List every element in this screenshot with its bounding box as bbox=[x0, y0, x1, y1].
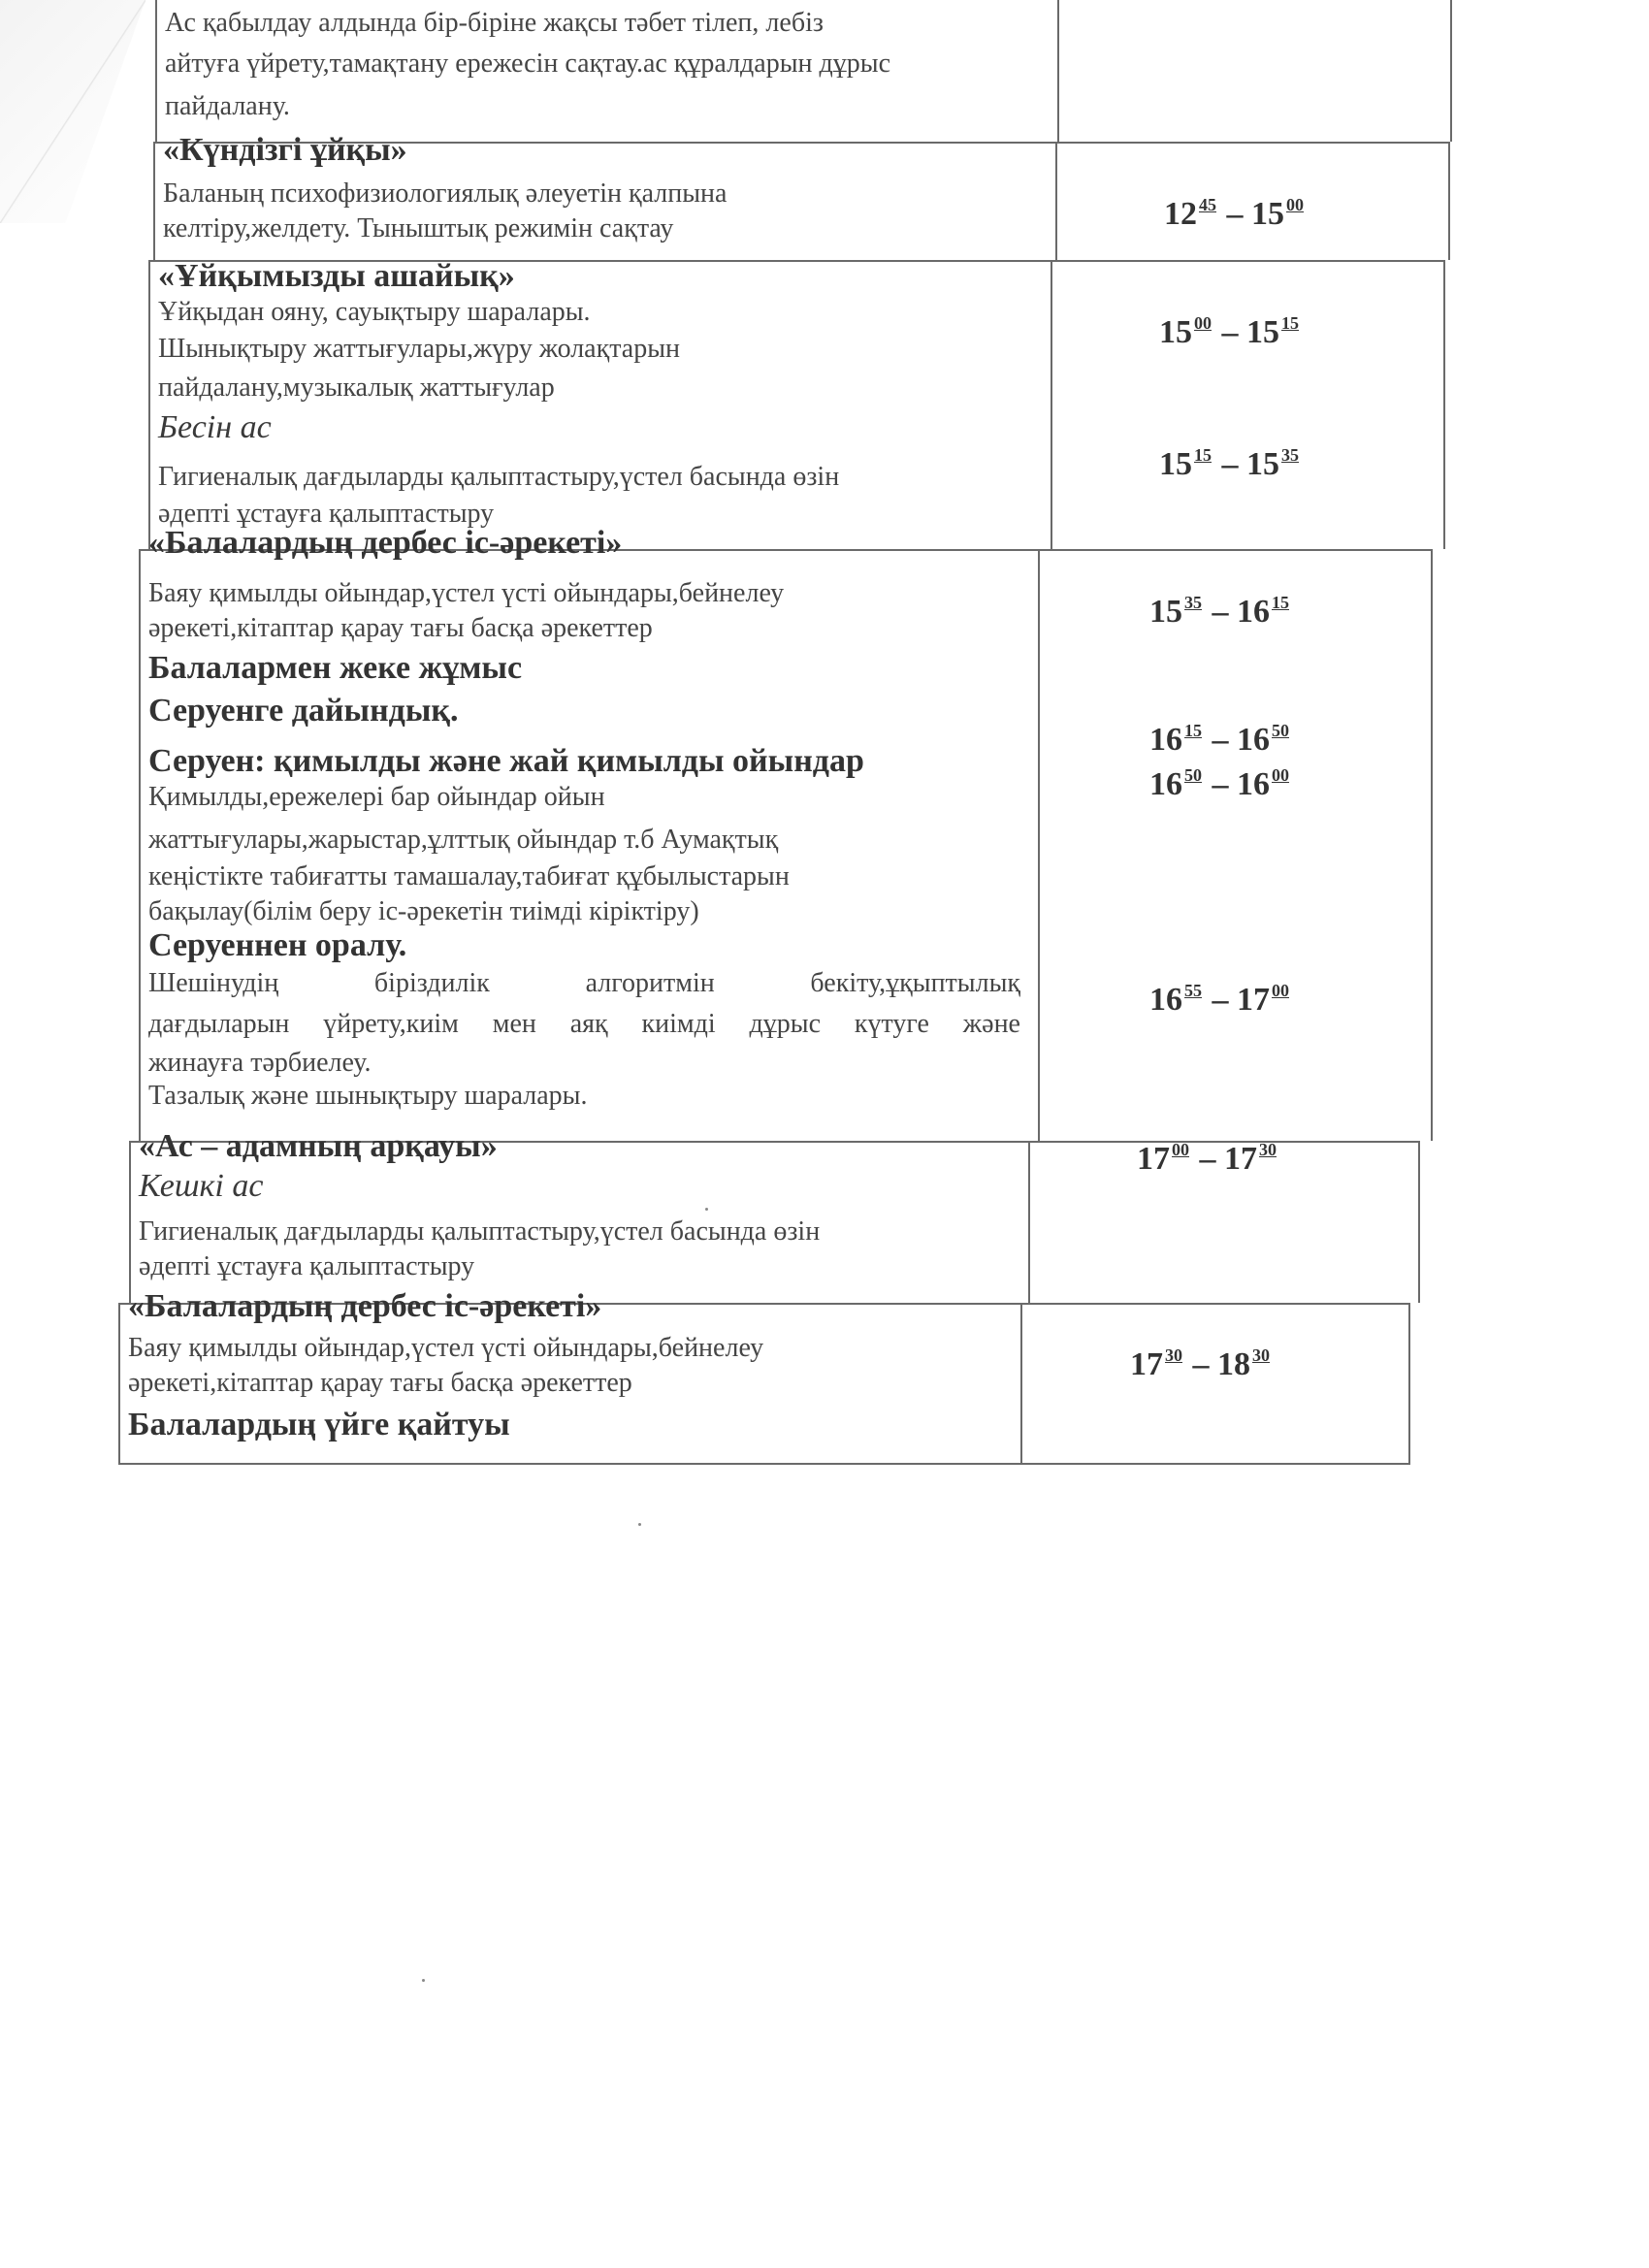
activity-subheading: Серуен: қимылды және жай қимылды ойындар bbox=[148, 743, 864, 779]
time-separator: – bbox=[1204, 594, 1237, 630]
table-left-border bbox=[118, 1303, 120, 1465]
end-minute: 00 bbox=[1286, 195, 1304, 214]
table-right-border bbox=[1418, 1141, 1420, 1303]
activity-description: Гигиеналық дағдыларды қалыптастыру,үстел басында өзін bbox=[158, 462, 840, 492]
activity-description: әдепті ұстауға қалыптастыру bbox=[139, 1251, 475, 1281]
activity-description: Тазалық және шынықтыру шаралары. bbox=[148, 1081, 588, 1111]
end-hour: 16 bbox=[1237, 766, 1270, 802]
activity-description: пайдалану. bbox=[165, 91, 290, 121]
start-minute: 15 bbox=[1184, 721, 1202, 740]
time-range bbox=[1159, 446, 1301, 481]
time-range bbox=[1149, 766, 1291, 801]
end-minute: 15 bbox=[1272, 593, 1289, 612]
end-hour: 16 bbox=[1237, 722, 1270, 758]
meal-heading: Бесін ас bbox=[158, 409, 272, 445]
end-hour: 17 bbox=[1237, 982, 1270, 1018]
start-minute: 45 bbox=[1199, 195, 1216, 214]
start-minute: 55 bbox=[1184, 981, 1202, 1000]
activity-heading: «Ұйқымызды ашайық» bbox=[158, 258, 515, 294]
column-divider bbox=[1051, 260, 1052, 549]
time-separator: – bbox=[1213, 314, 1246, 350]
time-separator: – bbox=[1204, 982, 1237, 1018]
page-fold-crease bbox=[0, 0, 146, 223]
activity-description: бақылау(білім беру іс-әрекетін тиімді кіріктіру) bbox=[148, 896, 699, 926]
start-minute: 15 bbox=[1194, 445, 1212, 465]
activity-subheading: Балалармен жеке жұмыс bbox=[148, 650, 523, 686]
end-hour: 15 bbox=[1251, 196, 1284, 232]
activity-description: кеңістікте табиғатты тамашалау,табиғат құбылыстарын bbox=[148, 861, 790, 891]
activity-description: Баяу қимылды ойындар,үстел үсті ойындары,бейнелеу bbox=[128, 1333, 764, 1363]
start-hour: 15 bbox=[1159, 314, 1192, 350]
meal-heading: Кешкі ас bbox=[139, 1168, 264, 1204]
start-hour: 15 bbox=[1159, 446, 1192, 482]
activity-description: Гигиеналық дағдыларды қалыптастыру,үстел басында өзін bbox=[139, 1216, 821, 1247]
activity-heading: «Балалардың дербес іс-әрекеті» bbox=[128, 1288, 602, 1324]
start-hour: 16 bbox=[1149, 722, 1182, 758]
end-hour: 15 bbox=[1246, 446, 1279, 482]
activity-description: Баланың психофизиологиялық әлеуетін қалпына bbox=[163, 178, 728, 209]
activity-subheading: Серуеннен оралу. bbox=[148, 927, 407, 963]
activity-description: әрекеті,кітаптар қарау тағы басқа әрекеттер bbox=[148, 613, 653, 643]
end-minute: 30 bbox=[1259, 1140, 1277, 1159]
table-left-border bbox=[153, 142, 155, 260]
time-range bbox=[1149, 722, 1291, 757]
end-minute: 35 bbox=[1281, 445, 1299, 465]
end-minute: 15 bbox=[1281, 313, 1299, 333]
start-hour: 15 bbox=[1149, 594, 1182, 630]
end-hour: 15 bbox=[1246, 314, 1279, 350]
start-hour: 17 bbox=[1130, 1346, 1163, 1382]
column-divider bbox=[1038, 549, 1040, 1141]
activity-description: Баяу қимылды ойындар,үстел үсті ойындары,бейнелеу bbox=[148, 578, 785, 608]
time-range bbox=[1159, 314, 1301, 349]
table-left-border bbox=[139, 549, 141, 1141]
table-right-border bbox=[1443, 260, 1445, 549]
time-range bbox=[1137, 1141, 1278, 1176]
end-hour: 16 bbox=[1237, 594, 1270, 630]
table-left-border bbox=[148, 260, 150, 549]
activity-description: Қимылды,ережелері бар ойындар ойын bbox=[148, 782, 605, 812]
activity-subheading: Серуенге дайындық. bbox=[148, 693, 459, 729]
column-divider bbox=[1055, 142, 1057, 260]
table-right-border bbox=[1431, 549, 1433, 1141]
activity-heading: «Күндізгі ұйқы» bbox=[163, 132, 407, 168]
start-hour: 16 bbox=[1149, 766, 1182, 802]
activity-description: Ұйқыдан ояну, сауықтыру шаралары. bbox=[158, 297, 591, 327]
start-minute: 35 bbox=[1184, 593, 1202, 612]
table-right-border bbox=[1448, 142, 1450, 260]
end-hour: 18 bbox=[1217, 1346, 1250, 1382]
scan-speck bbox=[705, 1208, 708, 1211]
end-minute: 30 bbox=[1252, 1345, 1270, 1365]
time-range bbox=[1130, 1346, 1272, 1381]
activity-description: әдепті ұстауға қалыптастыру bbox=[158, 499, 495, 529]
column-divider bbox=[1020, 1303, 1022, 1465]
scan-speck bbox=[638, 1523, 641, 1526]
activity-description: Шешінудің біріздилік алгоритмін бекіту,ұқыптылық bbox=[148, 968, 1020, 998]
table-right-border bbox=[1450, 0, 1452, 142]
table-left-border bbox=[129, 1141, 131, 1303]
activity-description: әрекеті,кітаптар қарау тағы басқа әрекеттер bbox=[128, 1368, 632, 1398]
activity-description: айтуға үйрету,тамақтану ережесін сақтау.ас құралдарын дұрыс bbox=[165, 49, 891, 79]
time-separator: – bbox=[1218, 196, 1251, 232]
activity-description: пайдалану,музыкалық жаттығулар bbox=[158, 373, 555, 403]
time-separator: – bbox=[1184, 1346, 1217, 1382]
start-minute: 30 bbox=[1165, 1345, 1182, 1365]
time-separator: – bbox=[1204, 722, 1237, 758]
activity-description: келтіру,желдету. Тыныштық режимін сақтау bbox=[163, 213, 674, 243]
time-separator: – bbox=[1213, 446, 1246, 482]
time-separator: – bbox=[1191, 1141, 1224, 1177]
scan-speck bbox=[422, 1979, 425, 1982]
activity-description: дағдыларын үйрету,киім мен аяқ киімді дұрыс күтуге және bbox=[148, 1009, 1020, 1039]
activity-description: Шынықтыру жаттығулары,жүру жолақтарын bbox=[158, 334, 681, 364]
activity-description: Ас қабылдау алдында бір-біріне жақсы тәбет тілеп, лебіз bbox=[165, 8, 824, 38]
table-bottom-border bbox=[118, 1463, 1410, 1465]
end-hour: 17 bbox=[1224, 1141, 1257, 1177]
start-minute: 00 bbox=[1172, 1140, 1189, 1159]
activity-heading: «Балалардың дербес іс-әрекеті» bbox=[148, 525, 623, 561]
time-range bbox=[1149, 982, 1291, 1017]
table-right-border bbox=[1408, 1303, 1410, 1465]
end-minute: 00 bbox=[1272, 765, 1289, 785]
activity-subheading: Балалардың үйге қайтуы bbox=[128, 1407, 510, 1442]
activity-heading: «Ас – адамның арқауы» bbox=[139, 1128, 498, 1164]
time-separator: – bbox=[1204, 766, 1237, 802]
activity-description: жинауға тәрбиелеу. bbox=[148, 1048, 372, 1078]
time-range bbox=[1164, 196, 1306, 231]
column-divider bbox=[1028, 1141, 1030, 1303]
end-minute: 00 bbox=[1272, 981, 1289, 1000]
start-hour: 12 bbox=[1164, 196, 1197, 232]
activity-description: жаттығулары,жарыстар,ұлттық ойындар т.б Аумақтық bbox=[148, 825, 779, 855]
start-hour: 16 bbox=[1149, 982, 1182, 1018]
end-minute: 50 bbox=[1272, 721, 1289, 740]
start-minute: 50 bbox=[1184, 765, 1202, 785]
start-minute: 00 bbox=[1194, 313, 1212, 333]
column-divider bbox=[1057, 0, 1059, 142]
time-range bbox=[1149, 594, 1291, 629]
table-left-border bbox=[155, 0, 157, 142]
start-hour: 17 bbox=[1137, 1141, 1170, 1177]
